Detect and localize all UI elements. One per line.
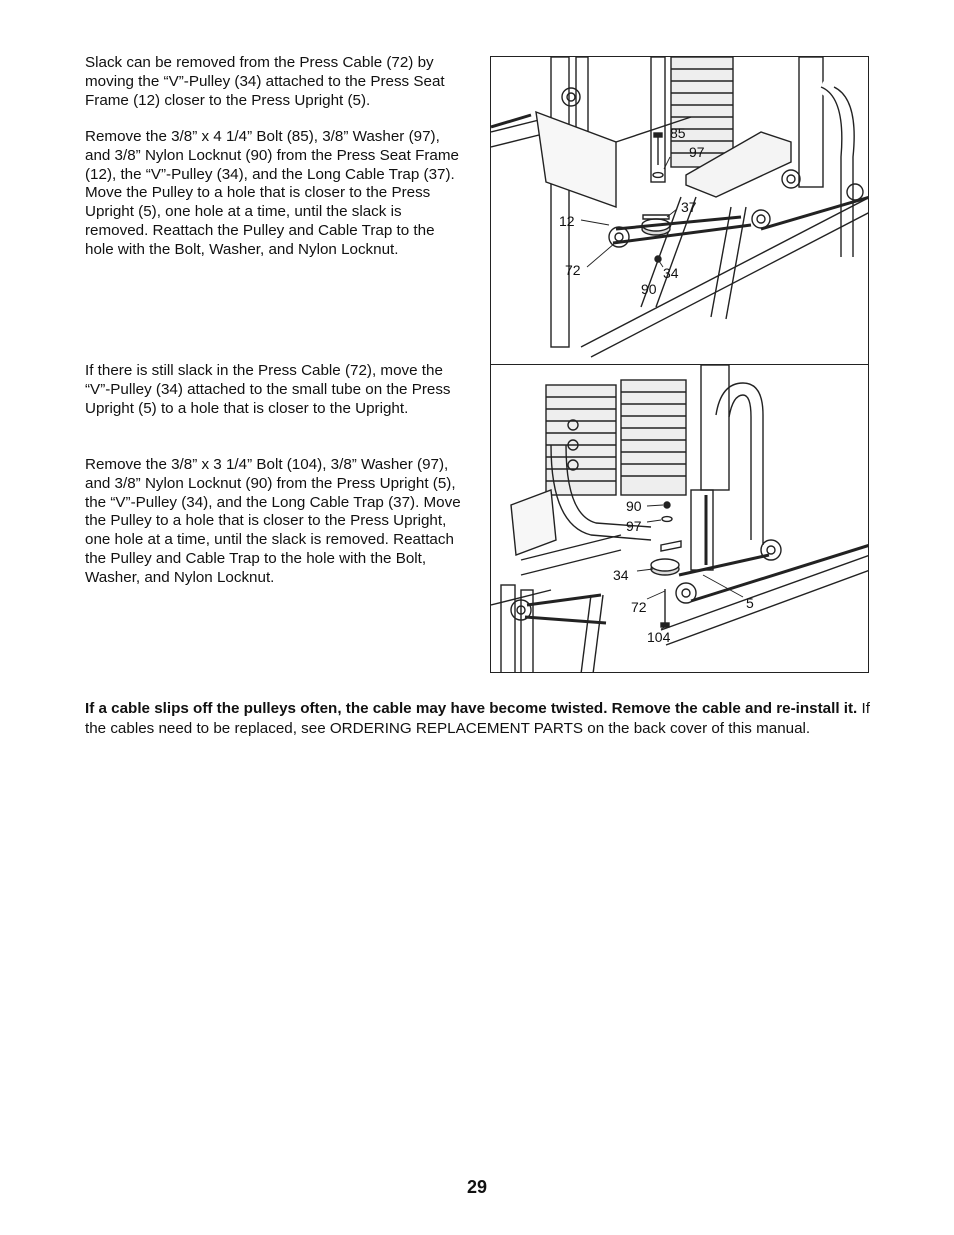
section2-instructions-text: Remove the 3/8” x 3 1/4” Bolt (104), 3/8” Washer (97), and 3/8” Nylon Locknut (90) from the Press Upright (5), the “V”-Pulley (34), and the Long Cable Trap (37). Move the Pulley to a hole that is closer to the Press Upright, one hole at a time, until the slack is removed. Reattach the Pulley and Cable Trap to the hole with the Bolt, Washer, and Nylon Locknut.	[85, 456, 461, 586]
callout-37: 37	[681, 199, 697, 215]
figure-press-seat-pulley-drawing	[491, 57, 869, 365]
callout-90: 90	[641, 281, 657, 297]
cable-twist-note	[85, 699, 875, 738]
page-number: 29	[466, 1177, 488, 1197]
callout-85: 85	[670, 125, 686, 141]
callout-90: 90	[626, 498, 642, 514]
callout-97: 97	[626, 518, 642, 534]
section1-intro-text: Slack can be removed from the Press Cable (72) by moving the “V”-Pulley (34) attached to the Press Seat Frame (12) closer to the Press Upright (5).	[85, 54, 445, 109]
callout-34: 34	[663, 265, 679, 281]
figure-press-upright-pulley-drawing	[491, 365, 869, 673]
section1-instructions-text: Remove the 3/8” x 4 1/4” Bolt (85), 3/8” Washer (97), and 3/8” Nylon Locknut (90) from the Press Seat Frame (12), the “V”-Pulley (34), and the Long Cable Trap (37). Move the Pulley to a hole that is closer to the Press Upright (5), one hole at a time, until the slack is removed. Reattach the Pulley and Cable Trap to the hole with the Bolt, Washer, and Nylon Locknut.	[85, 128, 459, 258]
callout-34: 34	[613, 567, 629, 583]
callout-104: 104	[647, 629, 671, 645]
callout-72: 72	[631, 599, 647, 615]
figure-press-upright-pulley	[490, 364, 869, 673]
callout-97: 97	[689, 144, 705, 160]
callout-12: 12	[559, 213, 575, 229]
cable-twist-note-bold: If a cable slips off the pulleys often, the cable may have become twisted. Remove the cable and re-install it.	[85, 700, 858, 717]
section2-intro-text: If there is still slack in the Press Cable (72), move the “V”-Pulley (34) attached to the small tube on the Press Upright (5) to a hole that is closer to the Upright.	[85, 362, 451, 417]
cable-twist-note-text: If the cables need to be replaced, see ORDERING REPLACEMENT PARTS on the back cover of this manual.	[85, 700, 870, 737]
callout-72: 72	[565, 262, 581, 278]
figure-press-seat-pulley	[490, 56, 869, 365]
callout-5: 5	[746, 595, 754, 611]
